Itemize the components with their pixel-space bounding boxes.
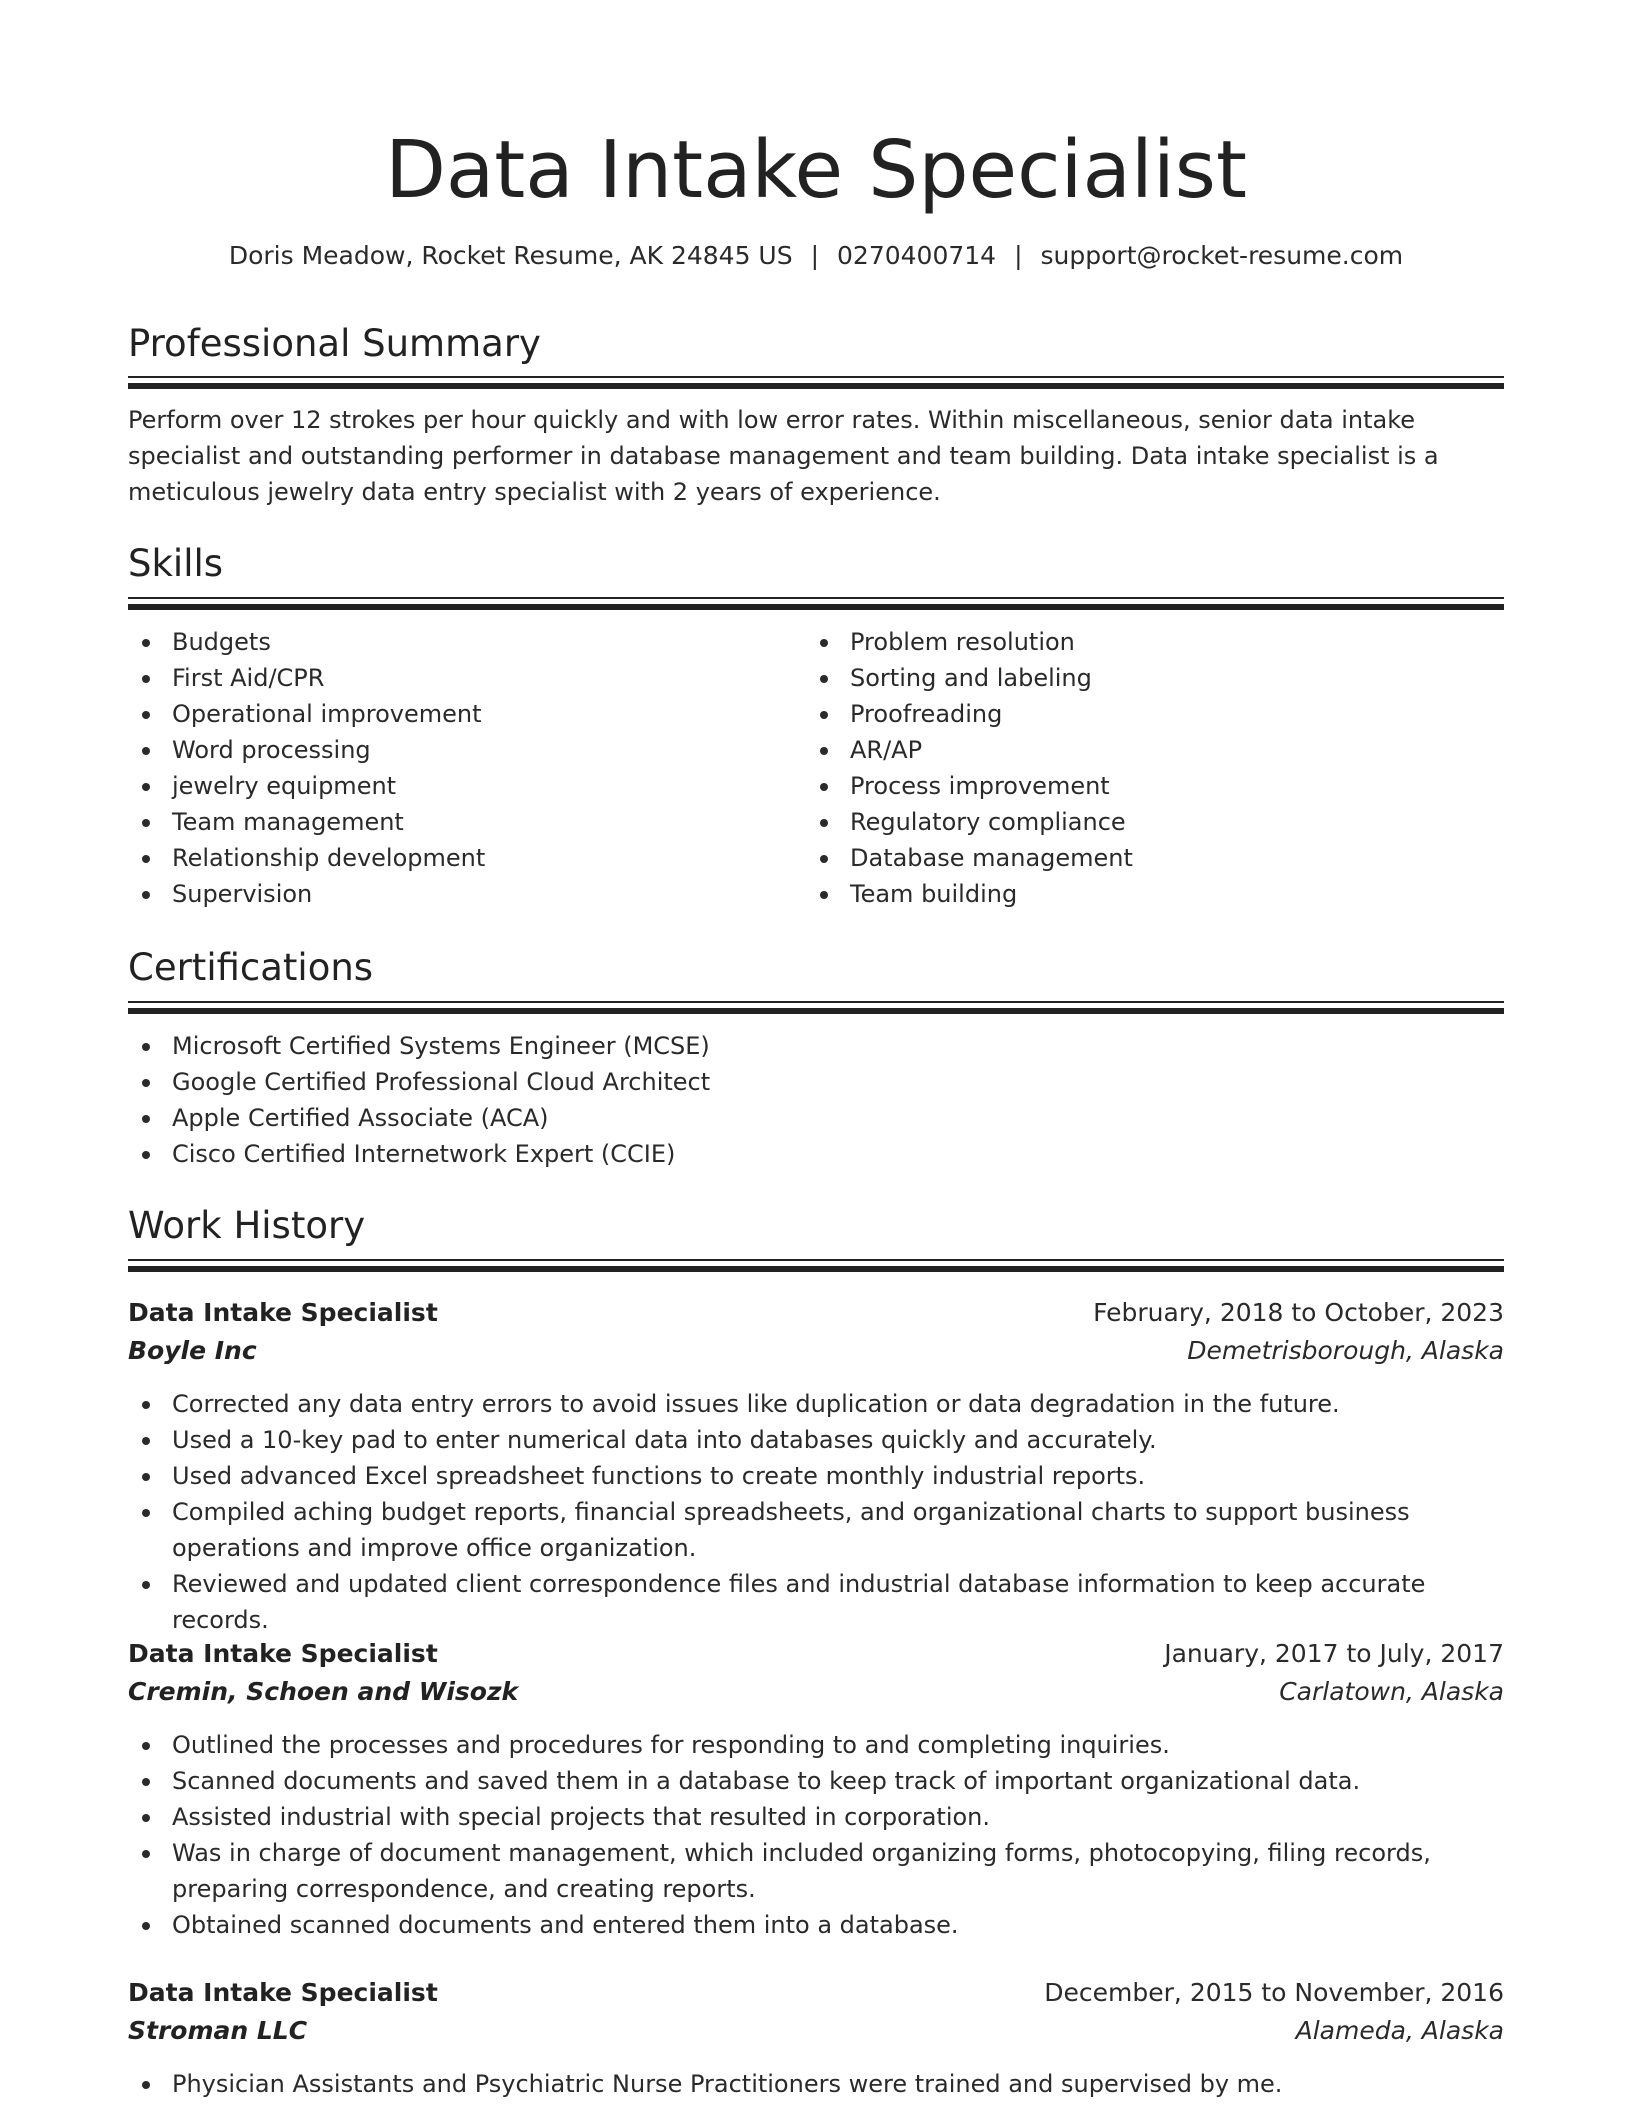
job-location: Demetrisborough, Alaska bbox=[1187, 1336, 1504, 1365]
job-bullet-item: Scanned documents and saved them in a database to keep track of important organizational data. bbox=[128, 1763, 1504, 1799]
job-title: Data Intake Specialist bbox=[128, 1298, 438, 1327]
job-bullet-item: Compiled aching budget reports, financial spreadsheets, and organizational charts to support business operations and improve office organization. bbox=[128, 1494, 1504, 1566]
skill-item: Problem resolution bbox=[806, 624, 1504, 660]
skill-item: Supervision bbox=[128, 876, 788, 912]
section-divider bbox=[128, 1001, 1504, 1013]
job-entry bbox=[128, 1974, 1504, 2102]
job-bullet-item: Corrected any data entry errors to avoid issues like duplication or data degradation in the future. bbox=[128, 1386, 1504, 1422]
job-bullet-item: Used a 10-key pad to enter numerical data into databases quickly and accurately. bbox=[128, 1422, 1504, 1458]
job-bullets bbox=[128, 1727, 1504, 1943]
job-bullet-item: Obtained scanned documents and entered them into a database. bbox=[128, 1907, 1504, 1943]
section-heading-work-history: Work History bbox=[128, 1204, 366, 1247]
contact-separator: | bbox=[810, 241, 820, 270]
skills-list-left bbox=[128, 624, 788, 912]
job-dates: February, 2018 to October, 2023 bbox=[1093, 1298, 1504, 1327]
skills-list-right bbox=[806, 624, 1504, 912]
job-bullet-item: Assisted industrial with special projects that resulted in corporation. bbox=[128, 1799, 1504, 1835]
job-dates: December, 2015 to November, 2016 bbox=[1044, 1978, 1504, 2007]
job-dates: January, 2017 to July, 2017 bbox=[1164, 1639, 1504, 1668]
job-location: Carlatown, Alaska bbox=[1279, 1677, 1504, 1706]
job-company: Stroman LLC bbox=[128, 2016, 308, 2045]
skill-item: AR/AP bbox=[806, 732, 1504, 768]
skill-item: First Aid/CPR bbox=[128, 660, 788, 696]
skill-item: Team building bbox=[806, 876, 1504, 912]
job-bullets bbox=[128, 1386, 1504, 1638]
section-divider bbox=[128, 1259, 1504, 1271]
contact-line bbox=[128, 236, 1504, 276]
job-bullets bbox=[128, 2066, 1504, 2102]
skill-item: jewelry equipment bbox=[128, 768, 788, 804]
skill-item: Sorting and labeling bbox=[806, 660, 1504, 696]
job-company: Boyle Inc bbox=[128, 1336, 257, 1365]
job-bullet-item: Physician Assistants and Psychiatric Nurse Practitioners were trained and supervised by me. bbox=[128, 2066, 1504, 2102]
job-bullet-item: Used advanced Excel spreadsheet functions to create monthly industrial reports. bbox=[128, 1458, 1504, 1494]
job-entry bbox=[128, 1635, 1504, 1943]
skill-item: Operational improvement bbox=[128, 696, 788, 732]
job-bullet-item: Reviewed and updated client correspondence files and industrial database information to keep accurate records. bbox=[128, 1566, 1504, 1638]
skill-item: Regulatory compliance bbox=[806, 804, 1504, 840]
certification-item: Cisco Certified Internetwork Expert (CCIE) bbox=[128, 1136, 1504, 1172]
contact-separator: | bbox=[1014, 241, 1023, 270]
skill-item: Relationship development bbox=[128, 840, 788, 876]
certification-item: Apple Certified Associate (ACA) bbox=[128, 1100, 1504, 1136]
skill-item: Proofreading bbox=[806, 696, 1504, 732]
job-location: Alameda, Alaska bbox=[1295, 2016, 1504, 2045]
skill-item: Process improvement bbox=[806, 768, 1504, 804]
section-divider bbox=[128, 376, 1504, 388]
job-bullet-item: Was in charge of document management, which included organizing forms, photocopying, filing records, preparing correspondence, and creating reports. bbox=[128, 1835, 1504, 1907]
skill-item: Team management bbox=[128, 804, 788, 840]
section-heading-summary: Professional Summary bbox=[128, 322, 541, 365]
section-heading-skills: Skills bbox=[128, 542, 224, 585]
resume-title: Data Intake Specialist bbox=[385, 124, 1247, 216]
job-title: Data Intake Specialist bbox=[128, 1978, 438, 2007]
section-divider bbox=[128, 597, 1504, 609]
job-company: Cremin, Schoen and Wisozk bbox=[128, 1677, 519, 1706]
certifications-list bbox=[128, 1028, 1504, 1172]
summary-text: Perform over 12 strokes per hour quickly and with low error rates. Within miscellaneous, senior data intake specialist and outstanding performer in database management and team building. Data intake specialist is a meticulous jewelry data entry specialist with 2 years of experience. bbox=[128, 406, 1439, 506]
contact-phone: 0270400714 bbox=[837, 241, 997, 270]
skill-item: Word processing bbox=[128, 732, 788, 768]
section-heading-certifications: Certifications bbox=[128, 946, 374, 989]
skill-item: Database management bbox=[806, 840, 1504, 876]
job-bullet-item: Outlined the processes and procedures for responding to and completing inquiries. bbox=[128, 1727, 1504, 1763]
job-title: Data Intake Specialist bbox=[128, 1639, 438, 1668]
job-entry bbox=[128, 1294, 1504, 1638]
contact-email: support@rocket-resume.com bbox=[1040, 241, 1404, 270]
skill-item: Budgets bbox=[128, 624, 788, 660]
contact-address: Doris Meadow, Rocket Resume, AK 24845 US bbox=[228, 241, 793, 270]
certification-item: Google Certified Professional Cloud Architect bbox=[128, 1064, 1504, 1100]
certification-item: Microsoft Certified Systems Engineer (MCSE) bbox=[128, 1028, 1504, 1064]
